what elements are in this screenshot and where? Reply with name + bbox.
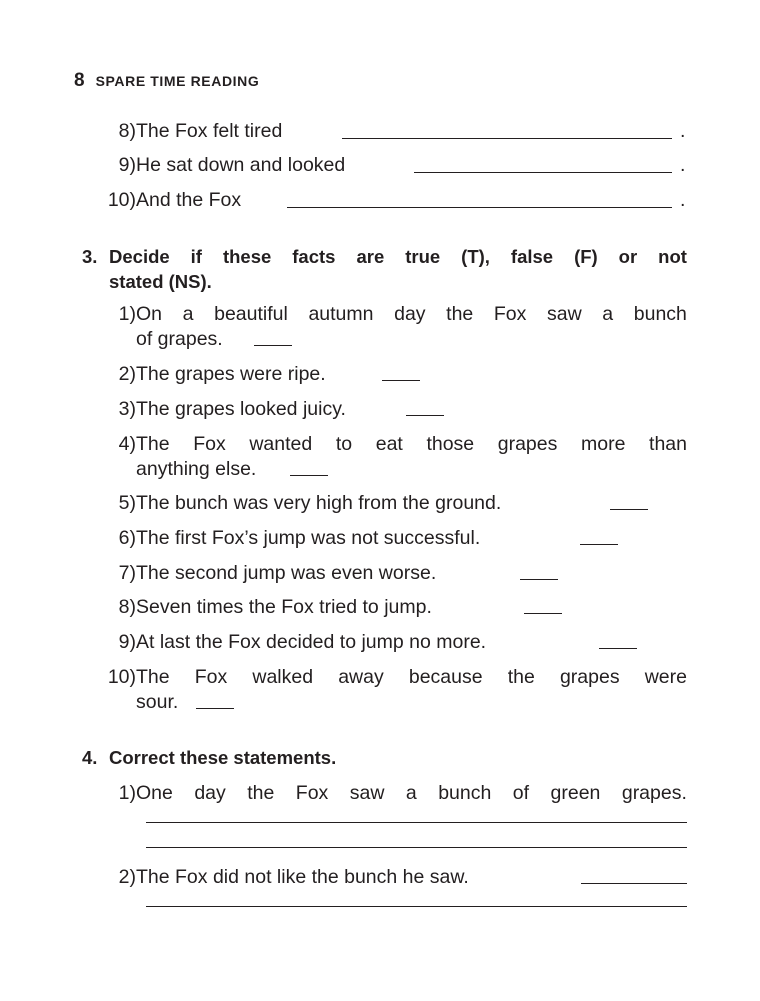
word: bunch: [438, 782, 492, 804]
word: a: [405, 782, 417, 804]
item-text: And the Fox: [136, 189, 242, 211]
word: more: [580, 433, 626, 455]
word: a: [182, 303, 194, 325]
item-text: [136, 431, 687, 457]
word: On: [136, 303, 163, 325]
item-text: He sat down and looked: [136, 154, 346, 176]
word: day: [194, 782, 226, 804]
word: the: [507, 666, 535, 688]
word: false: [510, 246, 554, 267]
word: Decide: [109, 246, 170, 267]
word: because: [408, 666, 483, 688]
word: One: [136, 782, 173, 804]
word: are: [356, 246, 385, 267]
answer-blank[interactable]: [520, 579, 558, 580]
item-number: 2): [118, 866, 136, 888]
item-number: 5): [118, 492, 136, 514]
item-text: Seven times the Fox tried to jump.: [136, 596, 432, 618]
word: or: [618, 246, 638, 267]
word: The: [136, 666, 170, 688]
item-number: 8): [118, 120, 136, 142]
word: Fox: [193, 433, 226, 455]
answer-blank[interactable]: [524, 613, 562, 614]
section-number: 4.: [82, 747, 98, 768]
item-number: 7): [118, 562, 136, 584]
answer-blank[interactable]: [254, 345, 292, 346]
item-text: [136, 664, 687, 690]
answer-blank[interactable]: [406, 415, 444, 416]
word: facts: [292, 246, 336, 267]
end-punctuation: .: [680, 154, 686, 176]
word: eat: [375, 433, 403, 455]
word: wanted: [249, 433, 313, 455]
end-punctuation: .: [680, 189, 686, 211]
word: grapes: [497, 433, 558, 455]
word: (F): [574, 246, 598, 267]
word: (T),: [461, 246, 490, 267]
answer-blank[interactable]: [342, 138, 672, 139]
section-instruction-cont: stated (NS).: [109, 271, 212, 292]
answer-line[interactable]: [146, 906, 687, 907]
word: Fox: [295, 782, 329, 804]
item-number: 6): [118, 527, 136, 549]
item-number: 9): [118, 154, 136, 176]
word: these: [222, 246, 272, 267]
word: if: [190, 246, 202, 267]
word: the: [446, 303, 474, 325]
answer-line[interactable]: [146, 822, 687, 823]
answer-blank[interactable]: [287, 207, 672, 208]
word: away: [338, 666, 384, 688]
word: bunch: [633, 303, 687, 325]
page-header: [74, 70, 259, 92]
word: beautiful: [214, 303, 288, 325]
answer-blank[interactable]: [581, 883, 687, 884]
list-item: [96, 152, 696, 178]
word: saw: [547, 303, 582, 325]
word: The: [136, 433, 170, 455]
item-text: [136, 301, 687, 327]
item-text: The grapes looked juicy.: [136, 398, 346, 420]
answer-blank[interactable]: [580, 544, 618, 545]
answer-blank[interactable]: [196, 708, 234, 709]
item-text: The Fox felt tired: [136, 120, 283, 142]
page-number: 8: [74, 70, 85, 91]
item-text: The Fox did not like the bunch he saw.: [136, 866, 469, 888]
item-text: The first Fox’s jump was not successful.: [136, 527, 481, 549]
word: walked: [252, 666, 314, 688]
end-punctuation: .: [680, 120, 686, 142]
item-number: 10): [107, 189, 136, 211]
list-item: [96, 187, 696, 213]
answer-line[interactable]: [146, 847, 687, 848]
page-title: SPARE TIME READING: [95, 73, 260, 89]
word: Fox: [194, 666, 228, 688]
word: than: [649, 433, 687, 455]
answer-blank[interactable]: [599, 648, 637, 649]
word: Fox: [493, 303, 527, 325]
word: of: [512, 782, 530, 804]
section-number: 3.: [82, 246, 98, 267]
section-instruction: [109, 244, 687, 270]
word: not: [658, 246, 687, 267]
item-text-cont: anything else.: [136, 458, 257, 480]
word: autumn: [308, 303, 374, 325]
word: saw: [349, 782, 385, 804]
section-instruction: Correct these statements.: [109, 747, 337, 768]
answer-blank[interactable]: [610, 509, 648, 510]
item-text-cont: of grapes.: [136, 328, 223, 350]
answer-blank[interactable]: [382, 380, 420, 381]
word: grapes: [559, 666, 620, 688]
item-number: 8): [118, 596, 136, 618]
item-text: The second jump was even worse.: [136, 562, 437, 584]
answer-blank[interactable]: [414, 172, 672, 173]
answer-blank[interactable]: [290, 475, 328, 476]
word: were: [644, 666, 687, 688]
item-text: [136, 780, 687, 806]
list-item: [96, 118, 696, 144]
word: the: [247, 782, 275, 804]
item-number: 4): [118, 433, 136, 455]
item-number: 1): [118, 782, 136, 804]
item-text-cont: sour.: [136, 691, 179, 713]
word: grapes.: [621, 782, 687, 804]
item-text: The grapes were ripe.: [136, 363, 326, 385]
item-number: 3): [118, 398, 136, 420]
word: true: [405, 246, 441, 267]
word: green: [550, 782, 601, 804]
item-number: 2): [118, 363, 136, 385]
item-number: 1): [118, 303, 136, 325]
word: a: [602, 303, 614, 325]
word: those: [426, 433, 475, 455]
item-number: 9): [118, 631, 136, 653]
item-text: The bunch was very high from the ground.: [136, 492, 502, 514]
word: to: [335, 433, 353, 455]
word: day: [394, 303, 426, 325]
item-text: At last the Fox decided to jump no more.: [136, 631, 487, 653]
item-number: 10): [107, 666, 136, 688]
